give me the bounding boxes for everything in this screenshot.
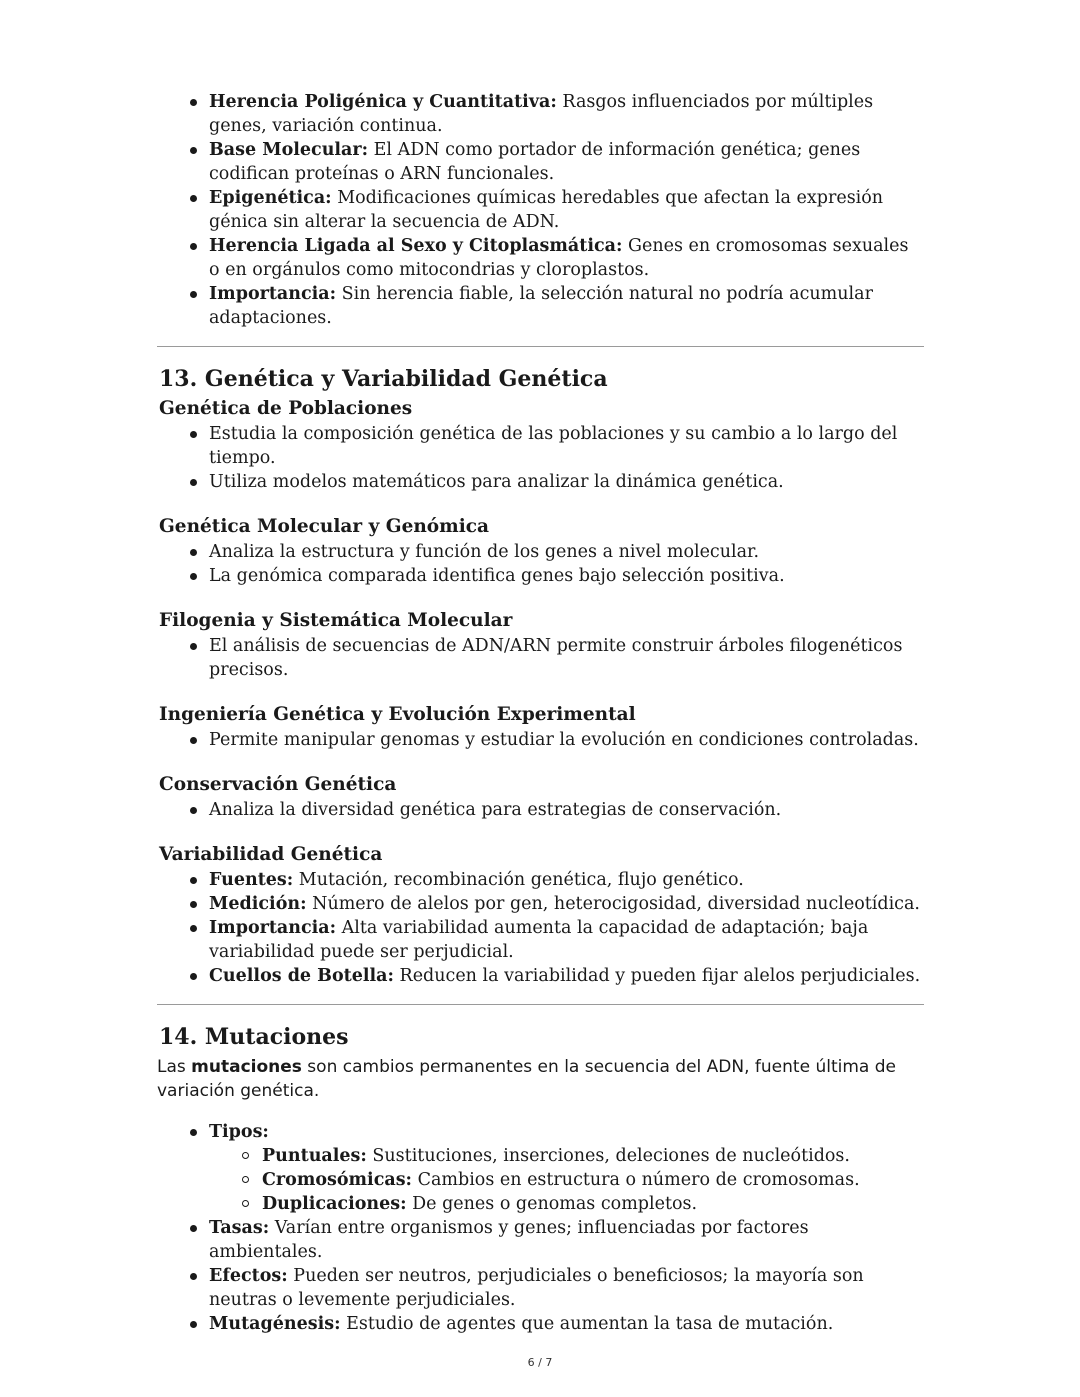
list-item: La genómica comparada identifica genes bajo selección positiva. — [209, 564, 924, 588]
subsection-title: Filogenia y Sistemática Molecular — [159, 610, 513, 631]
mutations-list — [157, 1120, 924, 1336]
list-item: El análisis de secuencias de ADN/ARN permite construir árboles filogenéticos precisos. — [209, 634, 924, 682]
mutation-types-list — [209, 1144, 924, 1216]
section-14-title: 14. Mutaciones — [159, 1024, 349, 1050]
mutations-intro: Las mutaciones son cambios permanentes en la secuencia del ADN, fuente última de variación genética. — [157, 1057, 896, 1101]
subsection-conservation-genetics — [157, 772, 924, 822]
subsection-population-genetics — [157, 396, 924, 494]
list-item: Duplicaciones: De genes o genomas completos. — [262, 1192, 924, 1216]
subsection-genetic-engineering — [157, 702, 924, 752]
list-item: Importancia: Alta variabilidad aumenta la capacidad de adaptación; baja variabilidad puede ser perjudicial. — [209, 916, 924, 964]
list-item: Estudia la composición genética de las poblaciones y su cambio a lo largo del tiempo. — [209, 422, 924, 470]
section-13-title: 13. Genética y Variabilidad Genética — [159, 366, 608, 392]
list-item: Permite manipular genomas y estudiar la evolución en condiciones controladas. — [209, 728, 924, 752]
section-divider — [157, 346, 924, 347]
list-item: Base Molecular: El ADN como portador de información genética; genes codifican proteínas o ARN funcionales. — [209, 138, 924, 186]
list-item: Medición: Número de alelos por gen, heterocigosidad, diversidad nucleotídica. — [209, 892, 924, 916]
list-item: Fuentes: Mutación, recombinación genética, flujo genético. — [209, 868, 924, 892]
list-item: Analiza la diversidad genética para estrategias de conservación. — [209, 798, 924, 822]
heredity-list — [157, 90, 924, 330]
subsection-title: Ingeniería Genética y Evolución Experimental — [159, 704, 636, 725]
list-item: Tasas: Varían entre organismos y genes; influenciadas por factores ambientales. — [209, 1216, 924, 1264]
subsection-molecular-genetics — [157, 514, 924, 588]
list-item: Epigenética: Modificaciones químicas heredables que afectan la expresión génica sin alterar la secuencia de ADN. — [209, 186, 924, 234]
subsection-title: Variabilidad Genética — [159, 844, 383, 865]
list-item: Cromosómicas: Cambios en estructura o número de cromosomas. — [262, 1168, 924, 1192]
list-item: Cuellos de Botella: Reducen la variabilidad y pueden fijar alelos perjudiciales. — [209, 964, 924, 988]
document-page — [157, 90, 924, 1336]
subsection-title: Genética de Poblaciones — [159, 398, 413, 419]
list-item: Puntuales: Sustituciones, inserciones, deleciones de nucleótidos. — [262, 1144, 924, 1168]
list-item: Utiliza modelos matemáticos para analizar la dinámica genética. — [209, 470, 924, 494]
list-item: Herencia Poligénica y Cuantitativa: Rasgos influenciados por múltiples genes, variación continua. — [209, 90, 924, 138]
list-item: Herencia Ligada al Sexo y Citoplasmática: Genes en cromosomas sexuales o en orgánulos como mitocondrias y cloroplastos. — [209, 234, 924, 282]
subsection-title: Genética Molecular y Genómica — [159, 516, 489, 537]
page-number: 6 / 7 — [527, 1356, 553, 1369]
list-item: Tipos: Puntuales: Sustituciones, inserciones, deleciones de nucleótidos. Cromosómicas: Cambios en estructura o número de cromosomas. Duplicaciones: De genes o genomas completos. — [209, 1120, 924, 1216]
subsection-title: Conservación Genética — [159, 774, 397, 795]
list-item: Efectos: Pueden ser neutros, perjudiciales o beneficiosos; la mayoría son neutras o levemente perjudiciales. — [209, 1264, 924, 1312]
subsection-phylogeny — [157, 608, 924, 682]
list-item: Analiza la estructura y función de los genes a nivel molecular. — [209, 540, 924, 564]
list-item: Importancia: Sin herencia fiable, la selección natural no podría acumular adaptaciones. — [209, 282, 924, 330]
section-divider — [157, 1004, 924, 1005]
subsection-genetic-variability — [157, 842, 924, 988]
list-item: Mutagénesis: Estudio de agentes que aumentan la tasa de mutación. — [209, 1312, 924, 1336]
